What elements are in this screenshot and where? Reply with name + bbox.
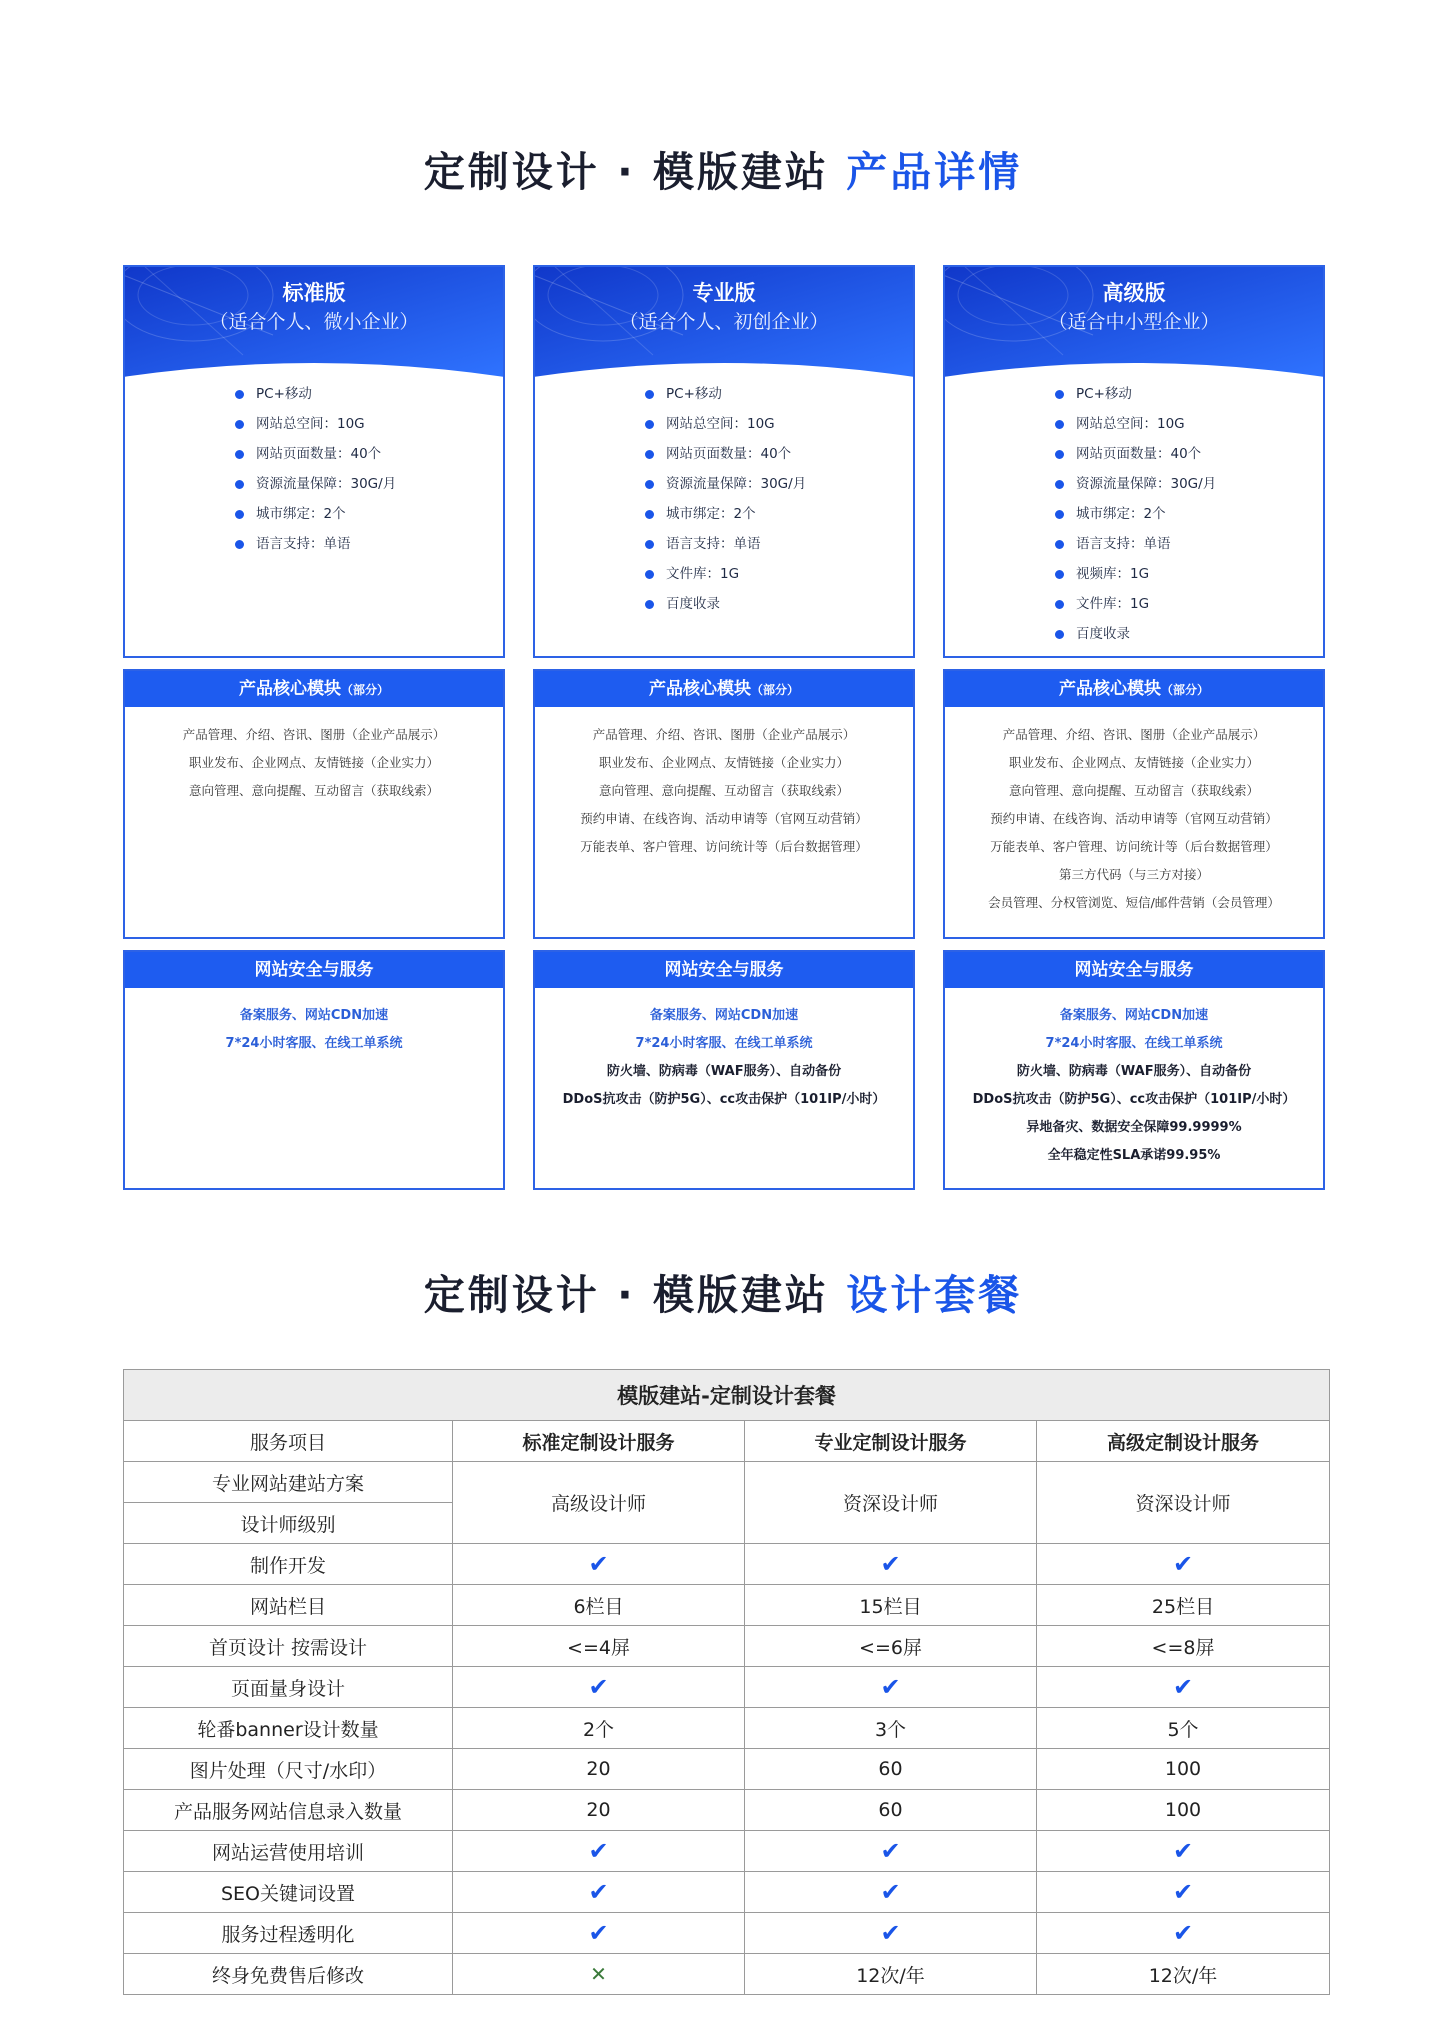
service-item: 7*24小时客服、在线工单系统: [635, 1036, 813, 1051]
checkmark-icon: ✔: [588, 1673, 609, 1701]
feature-text: 网站总空间：10G: [1076, 416, 1185, 432]
module-item: 会员管理、分权管浏览、短信/邮件营销（会员管理）: [988, 895, 1280, 910]
bullet-dot-icon: [1055, 510, 1064, 519]
core-modules-header: [945, 671, 1323, 707]
table-row-label: 轮番banner设计数量: [124, 1708, 453, 1749]
table-row-label: 网站栏目: [124, 1585, 453, 1626]
module-item: 万能表单、客户管理、访问统计等（后台数据管理）: [990, 839, 1278, 854]
plan-name: 专业版: [692, 281, 756, 305]
feature-item: [645, 529, 806, 559]
table-cell: 100: [1037, 1790, 1330, 1831]
service-item: DDoS抗攻击（防护5G）、cc攻击保护（101IP/小时）: [972, 1092, 1296, 1107]
table-cell: [453, 1667, 745, 1708]
core-modules-note: （部分）: [340, 683, 389, 697]
service-item: 备案服务、网站CDN加速: [649, 1008, 799, 1023]
module-item: 职业发布、企业网点、友情链接（企业实力）: [1008, 755, 1259, 770]
service-item: 防火墙、防病毒（WAF服务）、自动备份: [606, 1064, 842, 1079]
feature-item: [645, 499, 806, 529]
table-cell: [745, 1831, 1037, 1872]
table-row: [124, 1544, 1330, 1585]
table-cell: [453, 1831, 745, 1872]
plan-name: 高级版: [1102, 281, 1166, 305]
bullet-dot-icon: [645, 600, 654, 609]
service-header: 网站安全与服务: [945, 952, 1323, 988]
bullet-dot-icon: [645, 570, 654, 579]
core-modules-title: 产品核心模块: [648, 679, 751, 699]
table-cell: [1037, 1831, 1330, 1872]
core-modules-title: 产品核心模块: [238, 679, 341, 699]
table-header-row: [124, 1421, 1330, 1462]
plan-column: [123, 265, 505, 1190]
core-modules-note: （部分）: [750, 683, 799, 697]
table-cell: [1037, 1544, 1330, 1585]
module-list: [945, 707, 1323, 917]
feature-item: [1055, 559, 1216, 589]
module-item: 意向管理、意向提醒、互动留言（获取线索）: [188, 783, 439, 798]
bullet-dot-icon: [645, 450, 654, 459]
service-item: 7*24小时客服、在线工单系统: [1045, 1036, 1223, 1051]
table-cell: [1037, 1872, 1330, 1913]
feature-item: [645, 409, 806, 439]
table-row-label: 首页设计 按需设计: [124, 1626, 453, 1667]
bullet-dot-icon: [645, 510, 654, 519]
bullet-dot-icon: [1055, 540, 1064, 549]
module-item: 万能表单、客户管理、访问统计等（后台数据管理）: [580, 839, 868, 854]
core-modules-card: [533, 669, 915, 939]
checkmark-icon: ✔: [1172, 1673, 1194, 1701]
table-row-label: 制作开发: [124, 1544, 453, 1585]
table-row-label: 服务过程透明化: [124, 1913, 453, 1954]
checkmark-icon: ✔: [880, 1837, 901, 1865]
table-row-label: 产品服务网站信息录入数量: [124, 1790, 453, 1831]
plan-column: [533, 265, 915, 1190]
table-cell: [453, 1872, 745, 1913]
plan-card: [533, 265, 915, 658]
module-item: 意向管理、意向提醒、互动留言（获取线索）: [1008, 783, 1259, 798]
checkmark-icon: ✔: [880, 1550, 901, 1578]
feature-item: [235, 529, 396, 559]
service-item: DDoS抗攻击（防护5G）、cc攻击保护（101IP/小时）: [562, 1092, 886, 1107]
table-cell: 25栏目: [1037, 1585, 1330, 1626]
feature-text: 网站页面数量：40个: [1076, 446, 1202, 462]
table-row-label: 网站运营使用培训: [124, 1831, 453, 1872]
table-cell: [453, 1954, 745, 1995]
plan-column: [943, 265, 1325, 1190]
feature-item: [1055, 409, 1216, 439]
feature-text: 网站总空间：10G: [666, 416, 775, 432]
module-item: 产品管理、介绍、咨讯、图册（企业产品展示）: [592, 727, 856, 742]
table-cell: 15栏目: [745, 1585, 1037, 1626]
core-modules-header: [125, 671, 503, 707]
core-modules-card: [123, 669, 505, 939]
feature-text: 资源流量保障：30G/月: [1076, 476, 1217, 492]
table-row-label: 设计师级别: [124, 1503, 453, 1544]
table-row: [124, 1954, 1330, 1995]
bullet-dot-icon: [235, 450, 244, 459]
bullet-dot-icon: [235, 390, 244, 399]
feature-item: [645, 559, 806, 589]
feature-text: 视频库：1G: [1076, 566, 1150, 582]
plan-subtitle: （适合中小型企业）: [1048, 311, 1220, 333]
service-list: [535, 988, 913, 1114]
service-header: 网站安全与服务: [535, 952, 913, 988]
bullet-dot-icon: [235, 540, 244, 549]
table-cell: [453, 1913, 745, 1954]
table-row-label: 终身免费售后修改: [124, 1954, 453, 1995]
table-cell: <=8屏: [1037, 1626, 1330, 1667]
feature-text: 城市绑定：2个: [666, 506, 756, 522]
table-row: [124, 1913, 1330, 1954]
bullet-dot-icon: [235, 420, 244, 429]
plan-name: 标准版: [282, 281, 346, 305]
table-header-cell: 服务项目: [124, 1421, 453, 1462]
service-item: 异地备灾、数据安全保障99.9999%: [1026, 1120, 1242, 1135]
feature-text: 资源流量保障：30G/月: [256, 476, 397, 492]
table-row: [124, 1462, 1330, 1503]
table-cell: [1037, 1667, 1330, 1708]
bullet-dot-icon: [1055, 600, 1064, 609]
service-card: [123, 950, 505, 1190]
bullet-dot-icon: [1055, 630, 1064, 639]
table-row: [124, 1626, 1330, 1667]
bullet-dot-icon: [645, 420, 654, 429]
plan-card: [123, 265, 505, 658]
bullet-dot-icon: [235, 480, 244, 489]
feature-item: [645, 469, 806, 499]
table-cell: [745, 1544, 1037, 1585]
feature-list: [1055, 379, 1216, 649]
bullet-dot-icon: [235, 510, 244, 519]
package-table: [123, 1369, 1330, 1995]
table-cell: [745, 1913, 1037, 1954]
table-cell: 资深设计师: [745, 1462, 1037, 1544]
feature-text: PC+移动: [666, 386, 722, 402]
plan-subtitle: （适合个人、微小企业）: [209, 311, 419, 333]
checkmark-icon: ✔: [1172, 1919, 1194, 1947]
table-header-cell: 标准定制设计服务: [453, 1421, 745, 1462]
table-cell: 5个: [1037, 1708, 1330, 1749]
table-cell: 20: [453, 1749, 745, 1790]
table-cell: [453, 1544, 745, 1585]
table-row: [124, 1831, 1330, 1872]
module-list: [535, 707, 913, 861]
feature-item: [235, 499, 396, 529]
bullet-dot-icon: [1055, 450, 1064, 459]
feature-item: [645, 379, 806, 409]
table-row: [124, 1790, 1330, 1831]
checkmark-icon: ✔: [588, 1919, 609, 1947]
core-modules-title: 产品核心模块: [1058, 679, 1161, 699]
table-cell: 3个: [745, 1708, 1037, 1749]
section-title-product-details: 定制设计 · 模版建站 产品详情: [423, 148, 1023, 196]
table-row: [124, 1667, 1330, 1708]
feature-text: 资源流量保障：30G/月: [666, 476, 807, 492]
module-item: 预约申请、在线咨询、活动申请等（官网互动营销）: [990, 811, 1278, 826]
feature-text: 语言支持：单语: [1076, 536, 1171, 552]
feature-item: [235, 409, 396, 439]
table-caption: 模版建站-定制设计套餐: [124, 1370, 1330, 1421]
table-caption-row: [124, 1370, 1330, 1421]
table-cell: 100: [1037, 1749, 1330, 1790]
bullet-dot-icon: [1055, 570, 1064, 579]
core-modules-card: [943, 669, 1325, 939]
bullet-dot-icon: [1055, 420, 1064, 429]
table-row-label: 页面量身设计: [124, 1667, 453, 1708]
feature-item: [1055, 469, 1216, 499]
checkmark-icon: ✔: [880, 1673, 901, 1701]
feature-text: 网站页面数量：40个: [256, 446, 382, 462]
plan-card: [943, 265, 1325, 658]
feature-list: [235, 379, 396, 559]
table-cell: 20: [453, 1790, 745, 1831]
plan-subtitle: （适合个人、初创企业）: [619, 311, 829, 333]
feature-item: [1055, 379, 1216, 409]
feature-text: 文件库：1G: [666, 566, 740, 582]
module-list: [125, 707, 503, 805]
feature-item: [1055, 529, 1216, 559]
table-cell: <=4屏: [453, 1626, 745, 1667]
module-item: 产品管理、介绍、咨讯、图册（企业产品展示）: [1002, 727, 1266, 742]
service-item: 防火墙、防病毒（WAF服务）、自动备份: [1016, 1064, 1252, 1079]
table-row-label: 图片处理（尺寸/水印）: [124, 1749, 453, 1790]
feature-item: [235, 439, 396, 469]
feature-text: 网站总空间：10G: [256, 416, 365, 432]
module-item: 意向管理、意向提醒、互动留言（获取线索）: [598, 783, 849, 798]
module-item: 产品管理、介绍、咨讯、图册（企业产品展示）: [182, 727, 446, 742]
module-item: 第三方代码（与三方对接）: [1058, 867, 1209, 882]
feature-text: 语言支持：单语: [666, 536, 761, 552]
plan-banner: [943, 265, 1325, 389]
checkmark-icon: ✔: [880, 1919, 901, 1947]
cross-icon: ✕: [590, 1962, 607, 1986]
table-cell: [745, 1872, 1037, 1913]
feature-text: PC+移动: [256, 386, 312, 402]
feature-item: [1055, 439, 1216, 469]
plan-banner: [533, 265, 915, 389]
module-item: 职业发布、企业网点、友情链接（企业实力）: [188, 755, 439, 770]
table-row-label: SEO关键词设置: [124, 1872, 453, 1913]
checkmark-icon: ✔: [1172, 1550, 1194, 1578]
checkmark-icon: ✔: [588, 1878, 609, 1906]
feature-item: [645, 439, 806, 469]
service-header: 网站安全与服务: [125, 952, 503, 988]
checkmark-icon: ✔: [1172, 1878, 1194, 1906]
feature-item: [1055, 499, 1216, 529]
table-row: [124, 1749, 1330, 1790]
checkmark-icon: ✔: [588, 1837, 609, 1865]
service-list: [945, 988, 1323, 1170]
service-list: [125, 988, 503, 1058]
feature-item: [1055, 619, 1216, 649]
feature-text: 语言支持：单语: [256, 536, 351, 552]
bullet-dot-icon: [645, 390, 654, 399]
table-header-cell: 高级定制设计服务: [1037, 1421, 1330, 1462]
feature-text: 城市绑定：2个: [1076, 506, 1166, 522]
table-cell: 高级设计师: [453, 1462, 745, 1544]
table-row: [124, 1708, 1330, 1749]
core-modules-header: [535, 671, 913, 707]
table-cell: [1037, 1913, 1330, 1954]
feature-list: [645, 379, 806, 619]
module-item: 预约申请、在线咨询、活动申请等（官网互动营销）: [580, 811, 868, 826]
feature-text: 文件库：1G: [1076, 596, 1150, 612]
table-row: [124, 1872, 1330, 1913]
feature-text: PC+移动: [1076, 386, 1132, 402]
feature-item: [1055, 589, 1216, 619]
table-row: [124, 1585, 1330, 1626]
table-cell: 2个: [453, 1708, 745, 1749]
feature-text: 网站页面数量：40个: [666, 446, 792, 462]
feature-text: 百度收录: [1076, 626, 1130, 642]
table-header-cell: 专业定制设计服务: [745, 1421, 1037, 1462]
service-item: 备案服务、网站CDN加速: [1059, 1008, 1209, 1023]
service-item: 全年稳定性SLA承诺99.95%: [1047, 1148, 1221, 1163]
feature-text: 百度收录: [666, 596, 720, 612]
bullet-dot-icon: [1055, 390, 1064, 399]
checkmark-icon: ✔: [588, 1550, 609, 1578]
feature-item: [235, 379, 396, 409]
table-cell: 60: [745, 1790, 1037, 1831]
table-cell: 12次/年: [745, 1954, 1037, 1995]
feature-item: [645, 589, 806, 619]
bullet-dot-icon: [1055, 480, 1064, 489]
service-item: 备案服务、网站CDN加速: [239, 1008, 389, 1023]
table-cell: 60: [745, 1749, 1037, 1790]
section-title-design-package: 定制设计 · 模版建站 设计套餐: [423, 1271, 1023, 1319]
service-card: [943, 950, 1325, 1190]
checkmark-icon: ✔: [880, 1878, 901, 1906]
plan-banner: [123, 265, 505, 389]
table-cell: 6栏目: [453, 1585, 745, 1626]
table-cell: <=6屏: [745, 1626, 1037, 1667]
service-item: 7*24小时客服、在线工单系统: [225, 1036, 403, 1051]
module-item: 职业发布、企业网点、友情链接（企业实力）: [598, 755, 849, 770]
table-cell: 资深设计师: [1037, 1462, 1330, 1544]
table-cell: [745, 1667, 1037, 1708]
core-modules-note: （部分）: [1160, 683, 1209, 697]
table-row-label: 专业网站建站方案: [124, 1462, 453, 1503]
feature-text: 城市绑定：2个: [256, 506, 346, 522]
checkmark-icon: ✔: [1172, 1837, 1194, 1865]
service-card: [533, 950, 915, 1190]
feature-item: [235, 469, 396, 499]
table-cell: 12次/年: [1037, 1954, 1330, 1995]
bullet-dot-icon: [645, 540, 654, 549]
bullet-dot-icon: [645, 480, 654, 489]
